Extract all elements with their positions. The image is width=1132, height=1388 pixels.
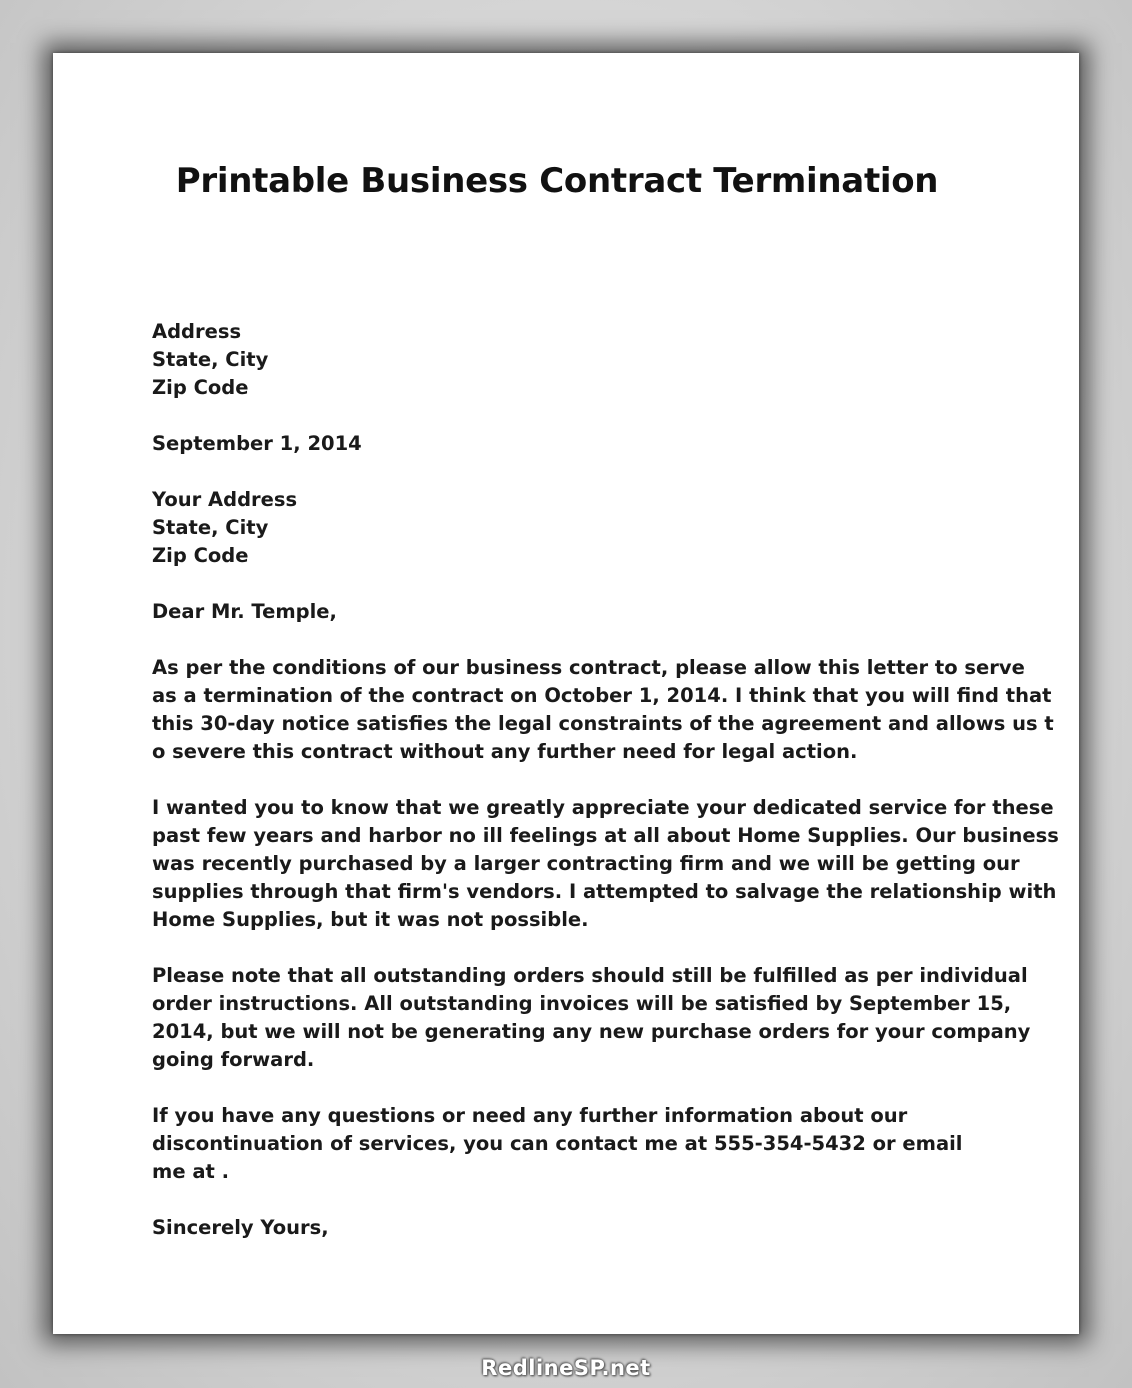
- paragraph-line: 2014, but we will not be generating any new purchase orders for your company: [152, 1020, 1031, 1043]
- recipient-address-line: State, City: [152, 348, 269, 371]
- sender-address-line: Your Address: [152, 488, 298, 511]
- paragraph-line: going forward.: [152, 1048, 315, 1071]
- salutation-text: Dear Mr. Temple,: [152, 600, 337, 623]
- paragraph-line: as a termination of the contract on October 1, 2014. I think that you will find that: [152, 684, 1052, 707]
- paragraph-4: [152, 1102, 967, 1186]
- salutation: [152, 598, 967, 626]
- document-page: [53, 53, 1079, 1334]
- paragraph-line: order instructions. All outstanding invoices will be satisfied by September 15,: [152, 992, 1012, 1015]
- paragraph-line: supplies through that firm's vendors. I attempted to salvage the relationship with: [152, 880, 1057, 903]
- watermark-text: RedlineSP.net: [481, 1356, 651, 1380]
- paragraph-3: [152, 962, 1031, 1074]
- paragraph-line: was recently purchased by a larger contracting firm and we will be getting our: [152, 852, 1020, 875]
- sender-address-line: State, City: [152, 516, 269, 539]
- paragraph-line: As per the conditions of our business contract, please allow this letter to serve: [152, 656, 1025, 679]
- closing: [152, 1214, 967, 1242]
- paragraph-2: [152, 794, 1059, 934]
- letter-body: [152, 318, 1059, 1270]
- paragraph-line: If you have any questions or need any further information about our: [152, 1104, 908, 1127]
- paragraph-1: [152, 654, 1054, 766]
- recipient-address-line: Address: [152, 320, 242, 343]
- date-text: September 1, 2014: [152, 432, 362, 455]
- paragraph-line: I wanted you to know that we greatly appreciate your dedicated service for these: [152, 796, 1054, 819]
- paragraph-line: Home Supplies, but it was not possible.: [152, 908, 589, 931]
- sender-address-line: Zip Code: [152, 544, 249, 567]
- recipient-address-line: Zip Code: [152, 376, 249, 399]
- paragraph-line: Please note that all outstanding orders should still be fulfilled as per individual: [152, 964, 1028, 987]
- letter-date: [152, 430, 967, 458]
- paragraph-line: past few years and harbor no ill feelings at all about Home Supplies. Our business: [152, 824, 1059, 847]
- paragraph-line: this 30-day notice satisfies the legal constraints of the agreement and allows us t: [152, 712, 1054, 735]
- paragraph-line: me at .: [152, 1160, 230, 1183]
- document-title: Printable Business Contract Termination: [175, 161, 939, 201]
- recipient-address: [152, 318, 967, 402]
- paragraph-line: o severe this contract without any further need for legal action.: [152, 740, 858, 763]
- paragraph-line: discontinuation of services, you can contact me at 555-354-5432 or email: [152, 1132, 963, 1155]
- sender-address: [152, 486, 967, 570]
- closing-text: Sincerely Yours,: [152, 1216, 329, 1239]
